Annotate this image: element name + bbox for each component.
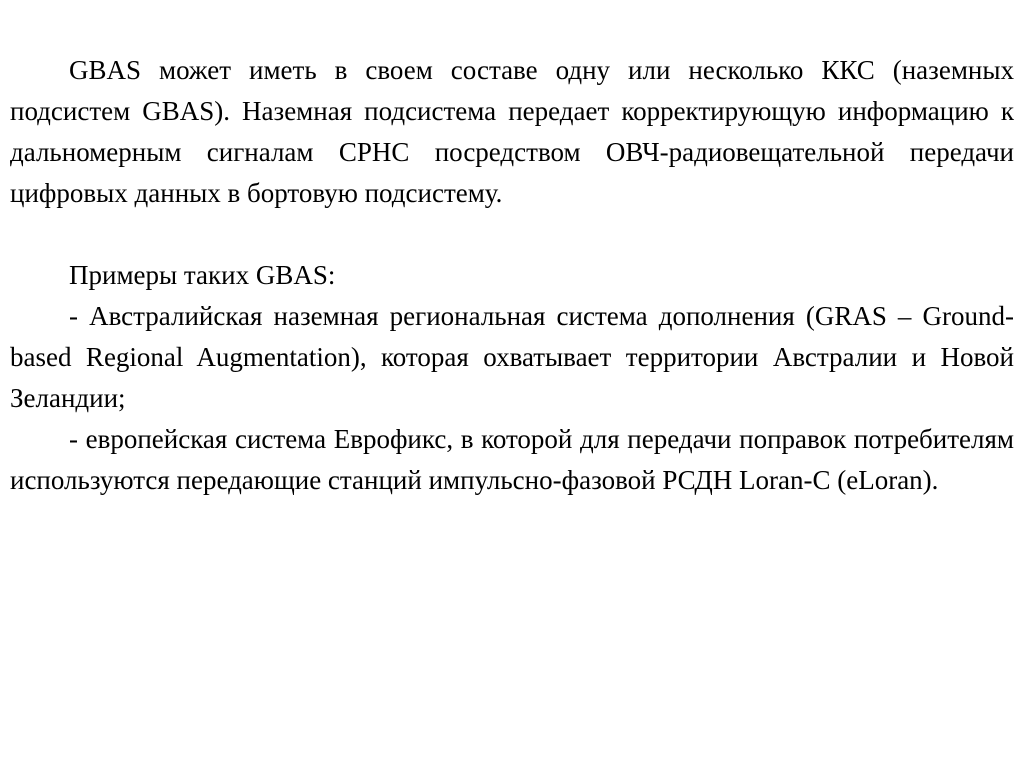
- intro-paragraph: GBAS может иметь в своем составе одну или несколько ККС (наземных подсистем GBAS). Наземная подсистема передает корректирующую информацию к дальномерным сигналам СРНС посредством ОВЧ-радиовещательной передачи цифровых данных в бортовую подсистему.: [10, 55, 1014, 208]
- paragraph-spacer: [10, 214, 1014, 255]
- examples-heading: Примеры таких GBAS:: [69, 260, 336, 290]
- example-item-eurofix: - европейская система Еврофикс, в которой для передачи поправок потребителям используются передающие станций импульсно-фазовой РСДН Loran-C (eLoran).: [10, 424, 1014, 495]
- example-item-gras: - Австралийская наземная региональная система дополнения (GRAS – Ground-based Regional Augmentation), которая охватывает территории Австралии и Новой Зеландии;: [10, 301, 1014, 413]
- slide-text-body: [10, 50, 1014, 501]
